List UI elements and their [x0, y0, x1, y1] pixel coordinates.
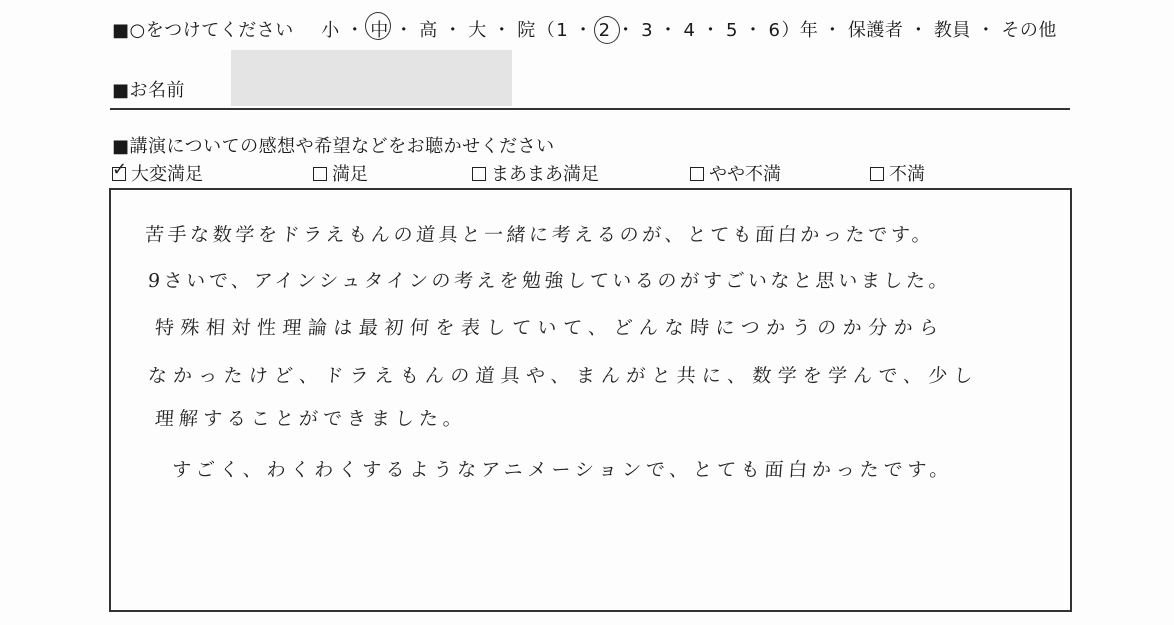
separator: ・ — [701, 20, 720, 41]
rating-label: 大変満足 — [131, 164, 203, 185]
comment-box[interactable] — [109, 188, 1072, 612]
separator: ・ — [976, 20, 996, 41]
checkbox[interactable] — [313, 167, 327, 181]
option-elementary[interactable]: 小 — [321, 20, 340, 41]
comment-line: なかったけど、ドラえもんの道具や、まんがと共に、数学を学んで、少し — [147, 365, 980, 387]
separator: ・ — [743, 20, 763, 41]
option-guardian[interactable]: 保護者 — [847, 20, 904, 41]
comment-line: 特殊相対性理論は最初何を表していて、どんな時につかうのか分から — [154, 317, 946, 339]
name-label: ■お名前 — [112, 80, 186, 101]
option-other[interactable]: その他 — [1001, 20, 1057, 41]
option-grade-5[interactable]: 5 — [726, 20, 738, 41]
comment-line: 苦手な数学をドラえもんの道具と一緒に考えるのが、とても面白かったです。 — [144, 224, 936, 246]
checkbox[interactable] — [472, 167, 486, 181]
separator: ・ — [574, 20, 593, 41]
attribute-prompt: ■○をつけてください — [112, 20, 294, 41]
checkbox-checked[interactable] — [112, 167, 126, 181]
feedback-prompt: ■講演についての感想や希望などをお聴かせください — [112, 136, 555, 157]
separator: ・ — [616, 20, 636, 41]
attribute-row — [112, 16, 1058, 42]
comment-line: 9さいで、アインシュタインの考えを勉強しているのがすごいなと思いました。 — [147, 270, 953, 292]
option-university[interactable]: 大 — [468, 20, 487, 41]
option-grade-2[interactable]: 2 — [598, 20, 611, 41]
separator: ・ — [659, 20, 678, 41]
rating-somewhat-dissatisfied[interactable] — [690, 160, 781, 186]
rating-label: やや不満 — [709, 164, 781, 185]
separator: ・ — [345, 20, 365, 41]
rating-label: 不満 — [889, 164, 925, 185]
option-junior-high[interactable]: 中 — [369, 16, 390, 42]
option-high-school[interactable]: 高 — [419, 20, 438, 41]
rating-very-satisfied[interactable] — [112, 160, 203, 186]
separator: ・ — [823, 20, 842, 41]
checkbox[interactable] — [870, 167, 884, 181]
grade-open-paren: （ — [536, 20, 556, 41]
divider — [110, 108, 1070, 110]
option-grade-4[interactable]: 4 — [683, 20, 696, 41]
separator: ・ — [492, 20, 512, 41]
option-grade-1[interactable]: 1 — [556, 20, 569, 41]
option-teacher[interactable]: 教員 — [933, 20, 971, 41]
option-grade-3[interactable]: 3 — [641, 20, 654, 41]
separator: ・ — [909, 20, 928, 41]
separator: ・ — [394, 20, 414, 41]
option-grade-6[interactable]: 6 — [768, 20, 781, 41]
option-graduate[interactable]: 院 — [517, 20, 536, 41]
rating-dissatisfied[interactable] — [870, 160, 925, 186]
checkbox[interactable] — [690, 167, 704, 181]
name-field-redacted[interactable] — [231, 50, 512, 106]
rating-label: 満足 — [332, 164, 368, 185]
separator: ・ — [443, 20, 463, 41]
rating-label: まあまあ満足 — [491, 164, 599, 185]
grade-close-paren: ）年 — [781, 20, 819, 41]
rating-somewhat-satisfied[interactable] — [472, 160, 599, 186]
comment-line: 理解することができました。 — [154, 408, 468, 430]
comment-line: すごく、わくわくするようなアニメーションで、とても面白かったです。 — [171, 459, 955, 481]
rating-satisfied[interactable] — [313, 160, 368, 186]
